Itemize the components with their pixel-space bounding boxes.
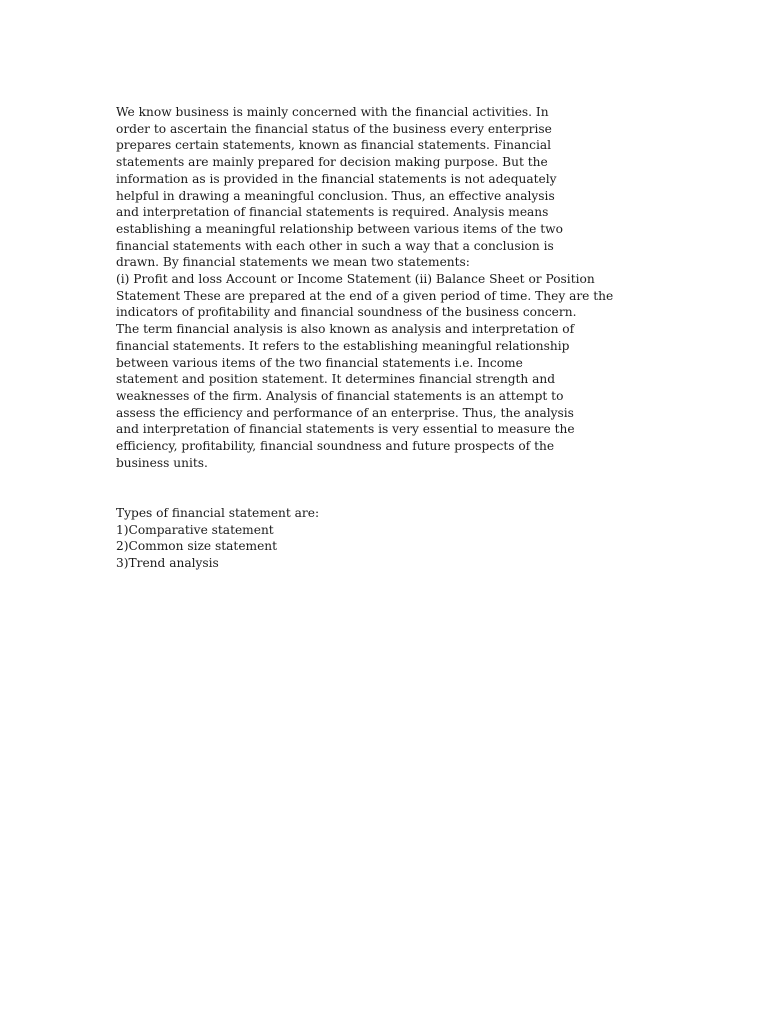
types-list-item: 1)Comparative statement [116, 522, 274, 537]
paragraph-line: We know business is mainly concerned with the financial activities. In [116, 105, 549, 119]
paragraph-line: assess the efficiency and performance of an enterprise. Thus, the analysis [116, 405, 574, 420]
paragraph-line: weaknesses of the firm. Analysis of financial statements is an attempt to [116, 388, 564, 403]
paragraph-line: business units. [116, 455, 208, 470]
types-list-item: 2)Common size statement [116, 539, 278, 554]
types-heading: Types of financial statement are: [116, 505, 320, 520]
types-list-item: 3)Trend analysis [116, 555, 219, 570]
paragraph-line: (i) Profit and loss Account or Income Statement (ii) Balance Sheet or Position [116, 272, 595, 287]
types-section [116, 505, 746, 572]
paragraph-line: between various items of the two financial statements i.e. Income [116, 355, 523, 370]
paragraph-line: statements are mainly prepared for decision making purpose. But the [116, 155, 548, 170]
intro-paragraph [116, 104, 746, 471]
section-spacer [116, 471, 746, 504]
paragraph-line: and interpretation of financial statements is required. Analysis means [116, 205, 549, 220]
paragraph-line: order to ascertain the financial status of the business every enterprise [116, 121, 552, 136]
paragraph-line: drawn. By financial statements we mean two statements: [116, 255, 470, 270]
paragraph-line: prepares certain statements, known as financial statements. Financial [116, 138, 552, 153]
paragraph-line: financial statements. It refers to the establishing meaningful relationship [116, 338, 570, 353]
paragraph-line: information as is provided in the financial statements is not adequately [116, 171, 557, 186]
document-body [116, 104, 746, 572]
paragraph-line: indicators of profitability and financial soundness of the business concern. [116, 305, 577, 320]
paragraph-line: efficiency, profitability, financial soundness and future prospects of the [116, 439, 555, 454]
paragraph-line: establishing a meaningful relationship between various items of the two [116, 221, 563, 236]
paragraph-line: financial statements with each other in such a way that a conclusion is [116, 238, 554, 253]
paragraph-line: and interpretation of financial statements is very essential to measure the [116, 422, 575, 437]
paragraph-line: The term financial analysis is also known as analysis and interpretation of [116, 322, 575, 337]
paragraph-line: Statement These are prepared at the end of a given period of time. They are the [116, 288, 614, 303]
paragraph-line: helpful in drawing a meaningful conclusion. Thus, an effective analysis [116, 188, 555, 203]
paragraph-line: statement and position statement. It determines financial strength and [116, 372, 556, 387]
